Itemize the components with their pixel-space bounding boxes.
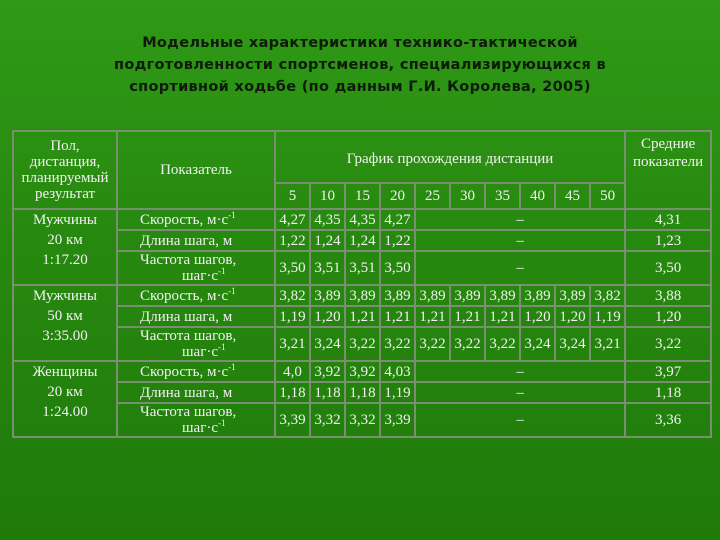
- avg-cell: 3,88: [625, 285, 711, 306]
- km-mark-2: 10: [310, 183, 345, 209]
- value-cell: 3,92: [310, 361, 345, 382]
- value-cell: 3,50: [275, 251, 310, 285]
- km-mark-6: 30: [450, 183, 485, 209]
- km-mark-10: 50: [590, 183, 625, 209]
- empty-dash-cell: –: [415, 361, 625, 382]
- group-column-header: Пол, дистанция, планируемый результат: [13, 131, 117, 209]
- value-cell: 3,89: [555, 285, 590, 306]
- param-cell: Частота шагов, $шаг\cdot с^{-1}$: [117, 403, 275, 437]
- avg-cell: 4,31: [625, 209, 711, 230]
- value-cell: 1,18: [275, 382, 310, 403]
- value-cell: 1,21: [415, 306, 450, 327]
- value-cell: 4,35: [310, 209, 345, 230]
- value-cell: 3,89: [485, 285, 520, 306]
- param-column-header: Показатель: [117, 131, 275, 209]
- empty-dash-cell: –: [415, 403, 625, 437]
- group-label: Мужчины 20 км 1:17.20: [13, 209, 117, 285]
- table-row: [13, 230, 711, 251]
- avg-cell: 1,23: [625, 230, 711, 251]
- empty-dash-cell: –: [415, 230, 625, 251]
- param-cell: Длина шага, м: [117, 230, 275, 251]
- table-row: [13, 382, 711, 403]
- group-label: Женщины 20 км 1:24.00: [13, 361, 117, 437]
- value-cell: 4,0: [275, 361, 310, 382]
- km-mark-8: 40: [520, 183, 555, 209]
- value-cell: 3,51: [310, 251, 345, 285]
- empty-dash-cell: –: [415, 251, 625, 285]
- value-cell: 1,18: [345, 382, 380, 403]
- param-cell: Частота шагов, $шаг\cdot с^{-1}$: [117, 327, 275, 361]
- value-cell: 3,82: [275, 285, 310, 306]
- value-cell: 3,39: [275, 403, 310, 437]
- header-row-1: [13, 131, 711, 183]
- avg-cell: 3,36: [625, 403, 711, 437]
- value-cell: 3,21: [275, 327, 310, 361]
- schedule-header: График прохождения дистанции: [275, 131, 625, 183]
- value-cell: 1,21: [380, 306, 415, 327]
- avg-cell: 3,22: [625, 327, 711, 361]
- value-cell: 1,19: [380, 382, 415, 403]
- avg-column-header: Средние показатели: [625, 131, 711, 209]
- param-cell: Длина шага, м: [117, 306, 275, 327]
- title-line-1: Модельные характеристики технико-тактической: [142, 35, 578, 51]
- param-cell: Скорость, $м\cdot с^{-1}$: [117, 285, 275, 306]
- value-cell: 1,21: [485, 306, 520, 327]
- value-cell: 1,21: [450, 306, 485, 327]
- table-row: [13, 361, 711, 382]
- value-cell: 1,20: [310, 306, 345, 327]
- value-cell: 4,35: [345, 209, 380, 230]
- avg-cell: 1,18: [625, 382, 711, 403]
- table-row: [13, 327, 711, 361]
- value-cell: 3,24: [555, 327, 590, 361]
- value-cell: 3,92: [345, 361, 380, 382]
- value-cell: 3,21: [590, 327, 625, 361]
- value-cell: 1,19: [590, 306, 625, 327]
- group-label: Мужчины 50 км 3:35.00: [13, 285, 117, 361]
- param-cell: Длина шага, м: [117, 382, 275, 403]
- avg-cell: 3,97: [625, 361, 711, 382]
- slide-title: [40, 32, 680, 98]
- value-cell: 4,27: [380, 209, 415, 230]
- table-row: [13, 285, 711, 306]
- value-cell: 3,89: [415, 285, 450, 306]
- km-mark-7: 35: [485, 183, 520, 209]
- title-line-3: спортивной ходьбе (по данным Г.И. Королева, 2005): [129, 79, 591, 95]
- value-cell: 1,21: [345, 306, 380, 327]
- value-cell: 3,51: [345, 251, 380, 285]
- value-cell: 4,03: [380, 361, 415, 382]
- value-cell: 3,24: [520, 327, 555, 361]
- value-cell: 1,24: [310, 230, 345, 251]
- value-cell: 1,20: [520, 306, 555, 327]
- value-cell: 3,32: [310, 403, 345, 437]
- value-cell: 3,32: [345, 403, 380, 437]
- value-cell: 1,19: [275, 306, 310, 327]
- value-cell: 1,20: [555, 306, 590, 327]
- km-mark-9: 45: [555, 183, 590, 209]
- table-row: [13, 306, 711, 327]
- param-cell: Скорость, $м\cdot с^{-1}$: [117, 209, 275, 230]
- value-cell: 3,89: [345, 285, 380, 306]
- value-cell: 3,22: [415, 327, 450, 361]
- value-cell: 1,24: [345, 230, 380, 251]
- value-cell: 3,89: [310, 285, 345, 306]
- param-cell: Частота шагов, $шаг\cdot с^{-1}$: [117, 251, 275, 285]
- value-cell: 1,22: [380, 230, 415, 251]
- value-cell: 3,24: [310, 327, 345, 361]
- table-row: [13, 209, 711, 230]
- value-cell: 3,89: [520, 285, 555, 306]
- value-cell: 3,50: [380, 251, 415, 285]
- km-mark-3: 15: [345, 183, 380, 209]
- table-row: [13, 251, 711, 285]
- value-cell: 3,22: [485, 327, 520, 361]
- characteristics-table: [12, 130, 712, 438]
- km-mark-5: 25: [415, 183, 450, 209]
- value-cell: 3,89: [380, 285, 415, 306]
- table-row: [13, 403, 711, 437]
- value-cell: 3,82: [590, 285, 625, 306]
- title-line-2: подготовленности спортсменов, специализирующихся в: [114, 57, 606, 73]
- value-cell: 3,22: [380, 327, 415, 361]
- value-cell: 4,27: [275, 209, 310, 230]
- value-cell: 3,39: [380, 403, 415, 437]
- value-cell: 3,22: [345, 327, 380, 361]
- km-mark-4: 20: [380, 183, 415, 209]
- value-cell: 3,89: [450, 285, 485, 306]
- empty-dash-cell: –: [415, 209, 625, 230]
- km-mark-1: 5: [275, 183, 310, 209]
- empty-dash-cell: –: [415, 382, 625, 403]
- avg-cell: 3,50: [625, 251, 711, 285]
- param-cell: Скорость, $м\cdot с^{-1}$: [117, 361, 275, 382]
- value-cell: 1,18: [310, 382, 345, 403]
- value-cell: 1,22: [275, 230, 310, 251]
- avg-cell: 1,20: [625, 306, 711, 327]
- value-cell: 3,22: [450, 327, 485, 361]
